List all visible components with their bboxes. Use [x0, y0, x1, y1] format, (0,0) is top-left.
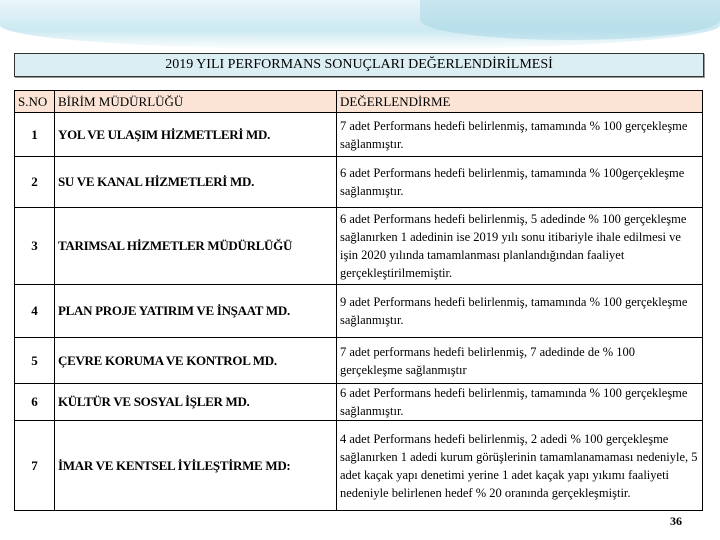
- row-unit: KÜLTÜR VE SOSYAL İŞLER MD.: [55, 384, 337, 421]
- row-number: 3: [15, 208, 55, 285]
- performance-table: [14, 90, 703, 511]
- table-row: [15, 338, 703, 384]
- row-evaluation: 7 adet performans hedefi belirlenmiş, 7 adedinde de % 100 gerçekleşme sağlanmıştır: [337, 338, 703, 384]
- row-evaluation: 4 adet Performans hedefi belirlenmiş, 2 adedi % 100 gerçekleşme sağlanırken 1 adedi kurum görüşlerinin tamamlanamaması nedeniyle, 5 adet kaçak yapı denetimi yerine 1 adet kaçak yapı yıkımı faaliyeti nedeniyle belirlenen hedef % 20 oranında gerçekleşmiştir.: [337, 421, 703, 511]
- page-number: 36: [670, 514, 682, 528]
- row-number: 2: [15, 157, 55, 208]
- header-unit: BİRİM MÜDÜRLÜĞÜ: [55, 91, 337, 113]
- table-row: [15, 113, 703, 157]
- row-number: 6: [15, 384, 55, 421]
- table-header-row: [15, 91, 703, 113]
- row-unit: TARIMSAL HİZMETLER MÜDÜRLÜĞÜ: [55, 208, 337, 285]
- table-row: [15, 157, 703, 208]
- table-row: [15, 384, 703, 421]
- page-title: 2019 YILI PERFORMANS SONUÇLARI DEĞERLENDİRİLMESİ: [14, 53, 704, 77]
- row-evaluation: 9 adet Performans hedefi belirlenmiş, tamamında % 100 gerçekleşme sağlanmıştır.: [337, 285, 703, 338]
- row-unit: SU VE KANAL HİZMETLERİ MD.: [55, 157, 337, 208]
- header-sno: S.NO: [15, 91, 55, 113]
- row-unit: ÇEVRE KORUMA VE KONTROL MD.: [55, 338, 337, 384]
- row-evaluation: 7 adet Performans hedefi belirlenmiş, tamamında % 100 gerçekleşme sağlanmıştır.: [337, 113, 703, 157]
- row-evaluation: 6 adet Performans hedefi belirlenmiş, tamamında % 100 gerçekleşme sağlanmıştır.: [337, 384, 703, 421]
- row-number: 5: [15, 338, 55, 384]
- row-unit: YOL VE ULAŞIM HİZMETLERİ MD.: [55, 113, 337, 157]
- decorative-swoosh-accent: [420, 0, 720, 40]
- row-evaluation: 6 adet Performans hedefi belirlenmiş, 5 adedinde % 100 gerçekleşme sağlanırken 1 adedinin ise 2019 yılı sonu itibariyle ihale edilmesi ve işin 2020 yılında tamamlanması planlandığından faaliyet gerçekleştirilmemiştir.: [337, 208, 703, 285]
- table-row: [15, 208, 703, 285]
- row-number: 7: [15, 421, 55, 511]
- table-row: [15, 421, 703, 511]
- header-evaluation: DEĞERLENDİRME: [337, 91, 703, 113]
- row-number: 4: [15, 285, 55, 338]
- row-number: 1: [15, 113, 55, 157]
- row-unit: PLAN PROJE YATIRIM VE İNŞAAT MD.: [55, 285, 337, 338]
- row-unit: İMAR VE KENTSEL İYİLEŞTİRME MD:: [55, 421, 337, 511]
- row-evaluation: 6 adet Performans hedefi belirlenmiş, tamamında % 100gerçekleşme sağlanmıştır.: [337, 157, 703, 208]
- table-row: [15, 285, 703, 338]
